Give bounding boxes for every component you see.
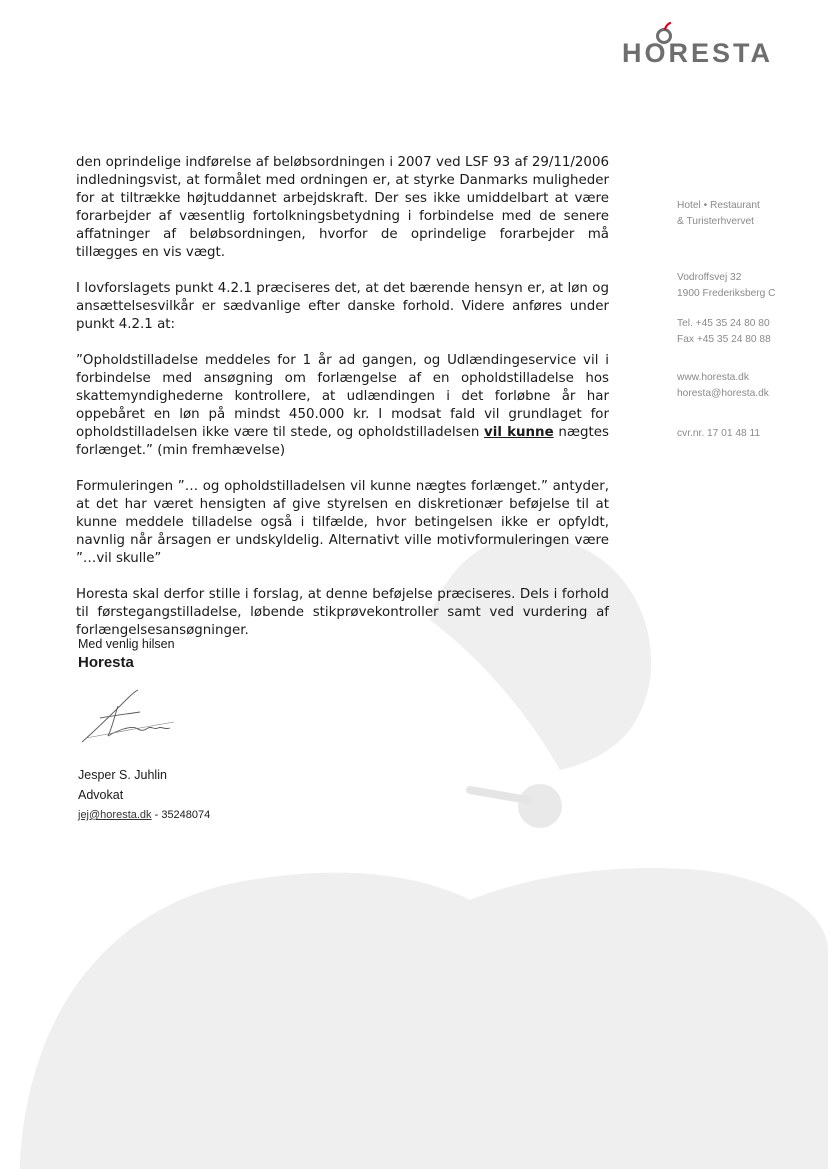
horesta-logo xyxy=(622,22,782,72)
paragraph-1: den oprindelige indførelse af beløbsordningen i 2007 ved LSF 93 af 29/11/2006 indledningsvist, at formålet med ordningen er, at styrke Danmarks muligheder for at tiltrække højtuddannet arbejdskraft. Der ses ikke umiddelbart at være forarbejder af væsentlig fortolkningsbetydning i forbindelse med de senere affatninger af beløbsordningen, hvorfor de oprindelige forarbejder må tillægges en vis vægt. xyxy=(76,155,609,260)
cvr-line: cvr.nr. 17 01 48 11 xyxy=(677,428,761,439)
letterhead-sidebar xyxy=(677,198,817,442)
signer-name: Jesper S. Juhlin xyxy=(78,768,167,782)
handwritten-signature xyxy=(78,688,183,746)
signer-phone: - 35248074 xyxy=(151,809,211,821)
quote-text-after: nægtes forlænget.” (min fremhævelse) xyxy=(76,425,609,458)
sidebar-phone xyxy=(677,316,817,348)
email-link[interactable]: horesta@horesta.dk xyxy=(677,388,769,399)
watermark-knob-shape xyxy=(518,784,562,828)
closing-organization: Horesta xyxy=(78,654,134,671)
web-link[interactable]: www.horesta.dk xyxy=(677,372,749,383)
address-line-2: 1900 Frederiksberg C xyxy=(677,288,776,299)
tagline-line-2: & Turisterhvervet xyxy=(677,216,754,227)
watermark-arc-shape xyxy=(20,868,828,1169)
quote-text-before: ”Opholdstilladelse meddeles for 1 år ad gangen, og Udlændingeservice vil i forbindelse med ansøgning om forlængelse af en opholdstilladelse hos skattemyndighederne kontrollere, at udlændingen i det forløbne år har oppebåret en løn på mindst 450.000 kr. I modsat fald vil grundlaget for opholdstilladelsen ikke være til stede, og opholdstilladelsen xyxy=(76,353,609,440)
letter-body xyxy=(76,154,609,658)
closing-block xyxy=(78,636,175,673)
quote-paragraph xyxy=(76,352,609,460)
paragraph-4: Horesta skal derfor stille i forslag, at denne beføjelse præciseres. Dels i forhold til førstegangstilladelse, løbende stikprøvekontroller samt ved vurdering af forlængelsesansøgninger. xyxy=(76,587,609,638)
quote-emphasis: vil kunne xyxy=(484,425,554,440)
address-line-1: Vodroffsvej 32 xyxy=(677,272,742,283)
tagline-line-1: Hotel • Restaurant xyxy=(677,200,760,211)
paragraph-3: Formuleringen ”… og opholdstilladelsen vil kunne nægtes forlænget.” antyder, at det har været hensigten af give styrelsen en diskretionær beføjelse til at kunne meddele tilladelse også i tilfælde, hvor betingelsen ikke er opfyldt, navnlig når årsagen er undskyldelig. Alternativt ville motivformuleringen være ”…vil skulle” xyxy=(76,479,609,566)
tel-line: Tel. +45 35 24 80 80 xyxy=(677,318,770,329)
sidebar-web xyxy=(677,370,817,402)
paragraph-2: I lovforslagets punkt 4.2.1 præciseres det, at det bærende hensyn er, at løn og ansættelsesvilkår er sædvanlige efter danske forhold. Videre anføres under punkt 4.2.1 at: xyxy=(76,281,609,332)
closing-greeting: Med venlig hilsen xyxy=(78,637,175,651)
signer-block xyxy=(78,765,210,825)
sidebar-address xyxy=(677,270,817,302)
signer-contact xyxy=(78,805,210,825)
signer-email-link[interactable]: jej@horesta.dk xyxy=(78,809,152,821)
signer-title: Advokat xyxy=(78,788,124,802)
sidebar-cvr xyxy=(677,426,817,442)
logo-text: HORESTA xyxy=(622,38,774,68)
sidebar-tagline xyxy=(677,198,817,230)
fax-line: Fax +45 35 24 80 88 xyxy=(677,334,771,345)
watermark-stem-shape xyxy=(470,790,528,800)
